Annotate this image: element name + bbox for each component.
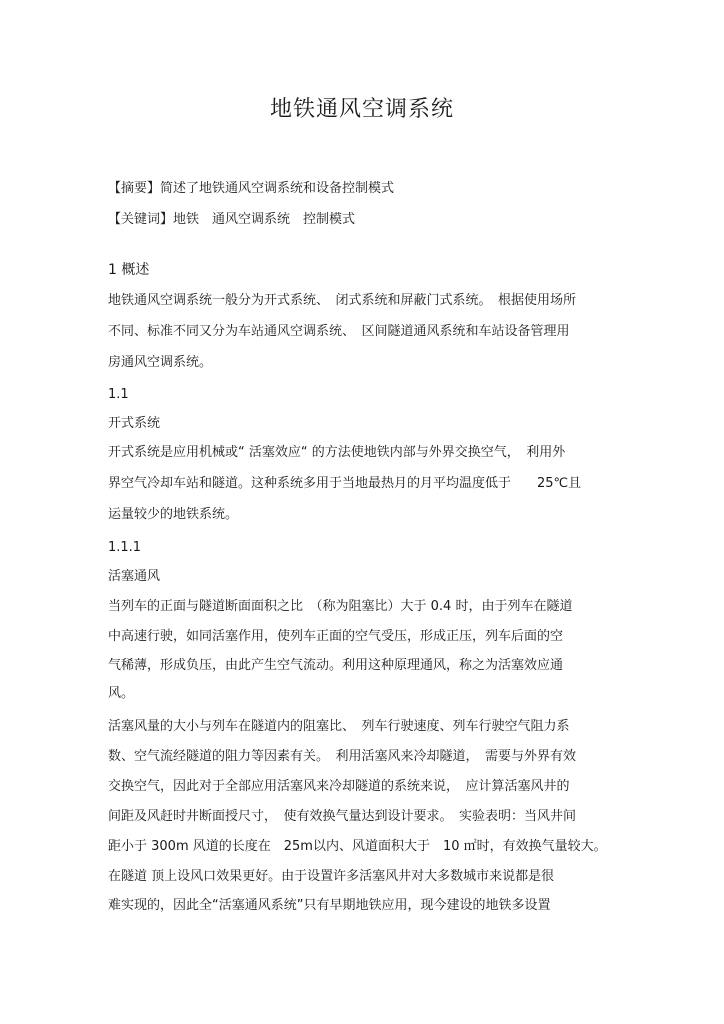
text-line: 地铁通风空调系统一般分为开式系统、 闭式系统和屏蔽门式系统。 根据使用场所 — [108, 293, 577, 308]
text-line: 在隧道 顶上设风口效果更好。由于设置许多活塞风井对大多数城市来说都是很 — [108, 869, 555, 884]
text-line: 交换空气，因此对于全部应用活塞风来冷却隧道的系统来说， 应计算活塞风井的 — [108, 779, 570, 794]
text-line: 风。 — [108, 686, 135, 701]
text-line: 房通风空调系统。 — [108, 355, 213, 370]
text-line: 中高速行驶，如同活塞作用，使列车正面的空气受压，形成正压，列车后面的空 — [108, 629, 564, 644]
section-1-heading: 1 概述 — [108, 262, 150, 278]
document-title: 地铁通风空调系统 — [269, 97, 454, 122]
section-1-1-1-heading: 活塞通风 — [108, 569, 161, 584]
text-line: 难实现的，因此全“活塞通风系统”只有早期地铁应用，现今建设的地铁多设置 — [108, 898, 551, 913]
text-line: 距小于 300m 风道的长度在 25m以内、风道面积大于 10 ㎡时，有效换气量较大。 — [108, 839, 607, 854]
text-line: 当列车的正面与隧道断面面积之比 （称为阻塞比）大于 0.4 时，由于列车在隧道 — [108, 599, 573, 614]
text-line: 不同、标准不同又分为车站通风空调系统、 区间隧道通风系统和车站设备管理用 — [108, 324, 570, 339]
text-line: 间距及风赶时井断面授尺寸， 使有效换气量达到设计要求。 实验表明：当风井间 — [108, 809, 577, 824]
text-line: 气稀薄，形成负压，由此产生空气流动。利用这种原理通风，称之为活塞效应通 — [108, 658, 564, 673]
text-line: 界空气冷却车站和隧道。这种系统多用于当地最热月的月平均温度低于 25℃且 — [108, 476, 582, 491]
section-1-1-heading: 开式系统 — [108, 416, 161, 431]
text-line: 活塞风量的大小与列车在隧道内的阻塞比、 列车行驶速度、列车行驶空气阻力系 — [108, 719, 570, 734]
section-1-1-1-number: 1.1.1 — [108, 540, 142, 555]
text-line: 开式系统是应用机械或“ 活塞效应“ 的方法使地铁内部与外界交换空气， 利用外 — [108, 445, 566, 460]
text-line: 运量较少的地铁系统。 — [108, 507, 239, 522]
abstract: 【摘要】简述了地铁通风空调系统和设备控制模式 — [108, 181, 395, 196]
section-1-1-number: 1.1 — [108, 387, 129, 402]
text-line: 数、空气流经隧道的阻力等因素有关。 利用活塞风来冷却隧道， 需要与外界有效 — [108, 749, 577, 764]
keywords: 【关键词】地铁 通风空调系统 控制模式 — [108, 212, 356, 227]
